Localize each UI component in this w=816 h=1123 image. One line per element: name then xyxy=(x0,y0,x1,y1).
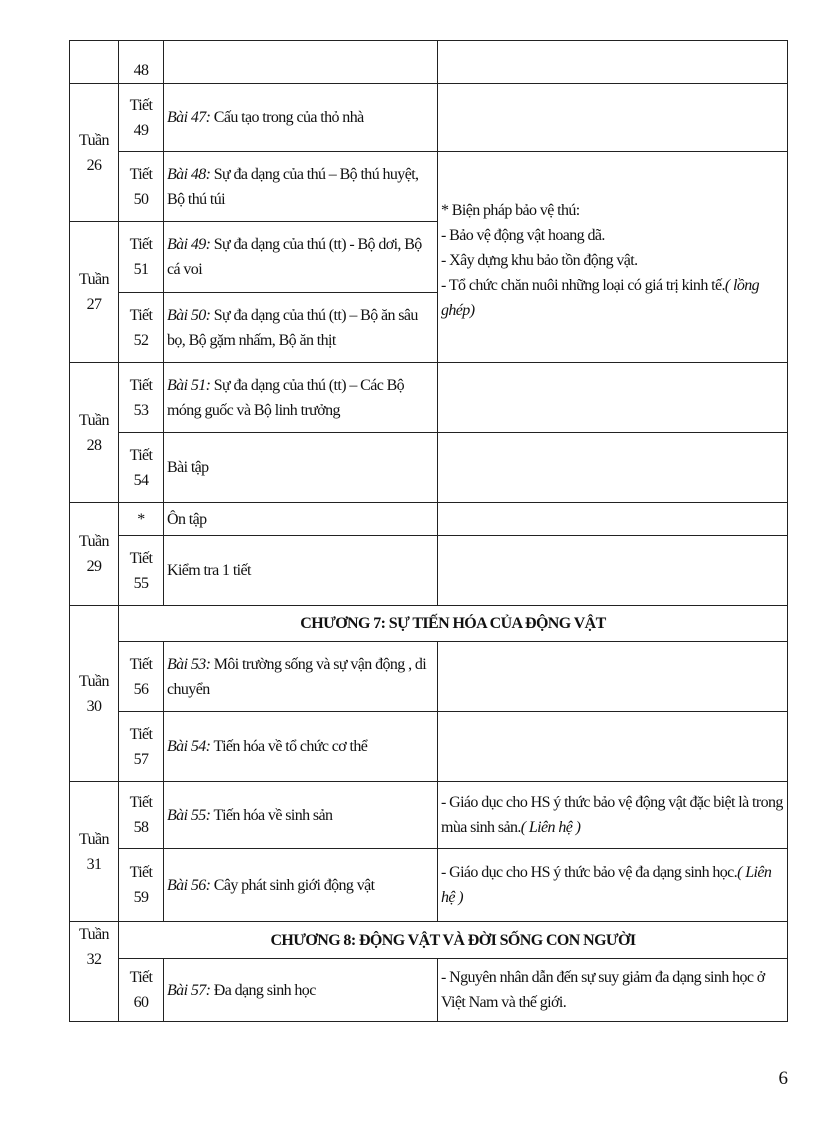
period-cell: 48 xyxy=(119,41,164,84)
lesson-cell: Bài 50: Sự đa dạng của thú (tt) – Bộ ăn sâu bọ, Bộ gặm nhấm, Bộ ăn thịt xyxy=(164,293,438,363)
table-row xyxy=(70,849,788,922)
table-row xyxy=(70,363,788,433)
table-row xyxy=(70,503,788,536)
table-row xyxy=(70,642,788,712)
note-cell xyxy=(438,536,788,606)
lesson-plan-table xyxy=(69,40,788,1022)
period-cell: Tiết 59 xyxy=(119,849,164,922)
note-cell: - Nguyên nhân dẫn đến sự suy giảm đa dạng sinh học ở Việt Nam và thế giới. xyxy=(438,959,788,1022)
lesson-cell: Bài 48: Sự đa dạng của thú – Bộ thú huyệt, Bộ thú túi xyxy=(164,152,438,222)
note-cell xyxy=(438,642,788,712)
note-cell xyxy=(438,712,788,782)
note-cell xyxy=(438,41,788,84)
week-cell: Tuần 32 xyxy=(70,922,119,1022)
table-row xyxy=(70,41,788,84)
week-cell: Tuần 30 xyxy=(70,606,119,782)
lesson-cell: Bài 55: Tiến hóa về sinh sản xyxy=(164,782,438,849)
week-cell: Tuần 26 xyxy=(70,84,119,222)
period-cell: Tiết 58 xyxy=(119,782,164,849)
lesson-cell: Bài 49: Sự đa dạng của thú (tt) - Bộ dơi, Bộ cá voi xyxy=(164,222,438,293)
period-cell: Tiết 57 xyxy=(119,712,164,782)
biodiversity-protection-note: * Biện pháp bảo vệ thú: - Bảo vệ động vật hoang dã. - Xây dựng khu bảo tồn động vật. - Tổ chức chăn nuôi những loại có giá trị kinh tế.( lồng ghép) xyxy=(438,152,788,363)
page-number: 6 xyxy=(778,1068,788,1089)
week-cell: Tuần 29 xyxy=(70,503,119,606)
lesson-cell: Bài 54: Tiến hóa về tổ chức cơ thể xyxy=(164,712,438,782)
note-cell xyxy=(438,433,788,503)
note-cell xyxy=(438,503,788,536)
lesson-cell: Kiểm tra 1 tiết xyxy=(164,536,438,606)
period-cell: Tiết 60 xyxy=(119,959,164,1022)
table-row xyxy=(70,152,788,222)
lesson-cell: Bài tập xyxy=(164,433,438,503)
lesson-cell: Bài 57: Đa dạng sinh học xyxy=(164,959,438,1022)
chapter-row xyxy=(70,606,788,642)
lesson-cell: Ôn tập xyxy=(164,503,438,536)
lesson-cell: Bài 53: Môi trường sống và sự vận động , di chuyển xyxy=(164,642,438,712)
period-cell: Tiết 49 xyxy=(119,84,164,152)
lesson-cell: Bài 47: Cấu tạo trong của thỏ nhà xyxy=(164,84,438,152)
table-row xyxy=(70,433,788,503)
note-cell: - Giáo dục cho HS ý thức bảo vệ đa dạng sinh học.( Liên hệ ) xyxy=(438,849,788,922)
week-cell: Tuần 28 xyxy=(70,363,119,503)
table-row xyxy=(70,959,788,1022)
note-cell xyxy=(438,84,788,152)
period-cell: Tiết 55 xyxy=(119,536,164,606)
period-cell: Tiết 51 xyxy=(119,222,164,293)
period-cell: Tiết 52 xyxy=(119,293,164,363)
note-cell: - Giáo dục cho HS ý thức bảo vệ động vật đặc biệt là trong mùa sinh sản.( Liên hệ ) xyxy=(438,782,788,849)
lesson-cell xyxy=(164,41,438,84)
lesson-plan-page xyxy=(69,40,787,1022)
lesson-cell: Bài 51: Sự đa dạng của thú (tt) – Các Bộ móng guốc và Bộ linh trưởng xyxy=(164,363,438,433)
table-row xyxy=(70,536,788,606)
table-row xyxy=(70,84,788,152)
note-cell xyxy=(438,363,788,433)
table-row xyxy=(70,712,788,782)
period-cell: Tiết 54 xyxy=(119,433,164,503)
table-row xyxy=(70,782,788,849)
period-cell: * xyxy=(119,503,164,536)
period-cell: Tiết 53 xyxy=(119,363,164,433)
week-cell: Tuần 27 xyxy=(70,222,119,363)
week-cell xyxy=(70,41,119,84)
chapter-heading: CHƯƠNG 8: ĐỘNG VẬT VÀ ĐỜI SỐNG CON NGƯỜI xyxy=(119,922,788,959)
chapter-heading: CHƯƠNG 7: SỰ TIẾN HÓA CỦA ĐỘNG VẬT xyxy=(119,606,788,642)
chapter-row xyxy=(70,922,788,959)
period-cell: Tiết 50 xyxy=(119,152,164,222)
week-cell: Tuần 31 xyxy=(70,782,119,922)
lesson-cell: Bài 56: Cây phát sinh giới động vật xyxy=(164,849,438,922)
period-cell: Tiết 56 xyxy=(119,642,164,712)
